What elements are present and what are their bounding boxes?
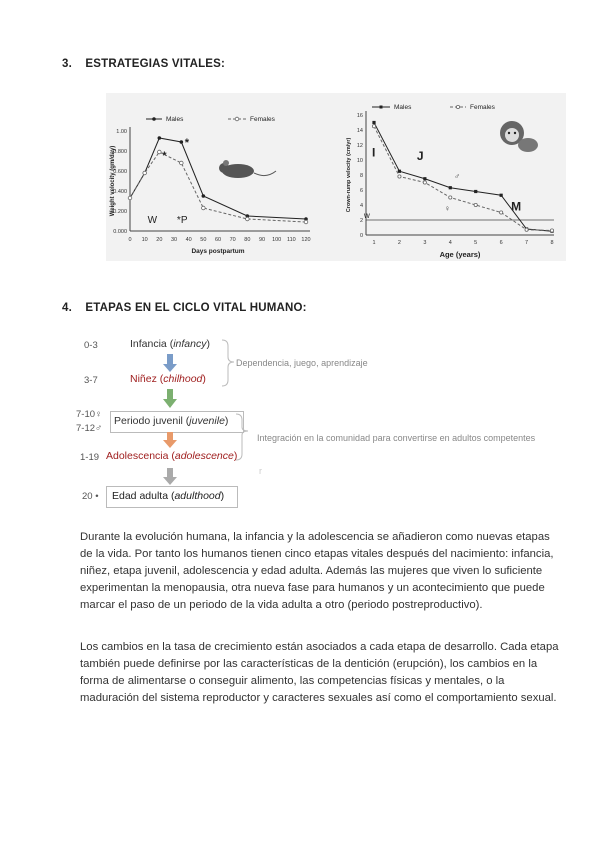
- legend-label: Females: [470, 104, 495, 111]
- annotation-star: *: [184, 137, 190, 149]
- legend-marker: [152, 117, 156, 121]
- y-tick-label: 12: [356, 143, 363, 149]
- section-number: 3.: [62, 58, 72, 70]
- annotation-infancy: I: [372, 145, 376, 160]
- x-tick-label: 2: [397, 240, 401, 246]
- data-point: [474, 203, 477, 206]
- data-point: [525, 228, 528, 231]
- y-tick-label: 8: [359, 173, 363, 179]
- section-number: 4.: [62, 302, 72, 314]
- y-axis-label: Weight velocity (gm/day): [110, 145, 116, 217]
- stage-age: 20 •: [82, 491, 99, 502]
- data-point: [398, 170, 401, 173]
- arrow-down-icon: [163, 354, 177, 372]
- note-early-stages: Dependencia, juego, aprendizaje: [236, 358, 368, 368]
- life-stages-diagram: [76, 332, 566, 512]
- mouse-ear: [223, 160, 229, 166]
- stage-age: 7-10♀: [76, 409, 103, 420]
- annotation-w: w: [364, 211, 370, 220]
- x-tick-label: 0: [128, 237, 132, 243]
- x-tick-label: 100: [272, 237, 282, 243]
- annotation-w: W: [147, 215, 158, 226]
- x-tick-label: 120: [301, 237, 311, 243]
- data-point: [500, 194, 503, 197]
- y-tick-label: 6: [359, 188, 363, 194]
- life-strategies-figure: [106, 93, 566, 261]
- data-point: [449, 186, 452, 189]
- x-axis-label: Days postpartum: [191, 248, 245, 255]
- data-point: [180, 140, 184, 144]
- stage-age: 1-19: [80, 452, 100, 463]
- data-point: [423, 177, 426, 180]
- data-point: [372, 125, 375, 128]
- y-tick-label: 0.200: [113, 209, 127, 215]
- annotation-mature: M: [511, 199, 522, 214]
- x-tick-label: 80: [244, 237, 251, 243]
- x-tick-label: 7: [525, 240, 529, 246]
- crown-rump-velocity-chart: [332, 93, 562, 261]
- y-tick-label: 2: [359, 218, 363, 224]
- data-point: [202, 206, 206, 210]
- data-point: [158, 150, 162, 154]
- stage-adolescence: Adolescencia (adolescence): [106, 450, 238, 462]
- y-axis-label: Crown-rump velocity (cm/yr): [346, 137, 352, 213]
- data-point: [246, 217, 250, 221]
- legend-marker: [456, 105, 459, 108]
- mouse-icon: [219, 160, 276, 178]
- data-point: [500, 211, 503, 214]
- data-point: [143, 171, 147, 175]
- y-tick-label: 10: [356, 158, 363, 164]
- x-tick-label: 50: [200, 237, 207, 243]
- y-tick-label: 14: [356, 128, 363, 134]
- y-tick-label: 1.00: [116, 129, 127, 135]
- section-3-heading: [62, 58, 225, 70]
- stage-age: 3-7: [84, 375, 98, 386]
- data-point: [550, 229, 553, 232]
- x-axis-label: Age (years): [439, 250, 481, 259]
- x-tick-label: 30: [170, 237, 178, 243]
- annotation-male: ♂: [454, 171, 461, 181]
- x-tick-label: 20: [156, 237, 163, 243]
- legend-marker: [380, 106, 383, 109]
- data-point: [474, 190, 477, 193]
- annotation-p: *P: [176, 215, 188, 226]
- x-tick-label: 3: [423, 240, 427, 246]
- data-point: [304, 220, 308, 224]
- weight-velocity-chart: [106, 93, 336, 261]
- svg-text:r: r: [259, 466, 262, 476]
- x-tick-label: 10: [141, 237, 148, 243]
- data-point: [398, 175, 401, 178]
- data-point: [372, 121, 375, 124]
- stage-infancy: Infancia (infancy): [130, 338, 210, 350]
- data-point: [180, 161, 184, 165]
- y-tick-label: 0.400: [113, 189, 127, 195]
- arrow-down-icon: [163, 432, 177, 448]
- stage-childhood: Niñez (chilhood): [130, 373, 206, 385]
- x-tick-label: 70: [229, 237, 236, 243]
- arrow-down-icon: [163, 468, 177, 485]
- x-tick-label: 6: [499, 240, 503, 246]
- arrow-down-icon: [163, 389, 177, 408]
- monkey-eye: [514, 132, 516, 134]
- series-line-females: [130, 152, 306, 222]
- y-tick-label: 0.600: [113, 169, 127, 175]
- x-tick-label: 60: [214, 237, 222, 243]
- series-line-males: [130, 138, 306, 219]
- x-tick-label: 1: [372, 240, 376, 246]
- x-tick-label: 5: [474, 240, 478, 246]
- monkey-icon: [500, 121, 538, 152]
- x-tick-label: 90: [258, 237, 266, 243]
- annotation-juvenile: J: [416, 149, 424, 163]
- paragraph-2: Los cambios en la tasa de crecimiento están asociados a cada etapa de desarrollo. Cada etapa también puede definirse por las características de la dentición (erupción), los cambios en la forma de alimentarse o conseguir alimento, las competencias físicas y mentales, o la maduración del sistema reproductor y caracteres sexuales así como el comportamiento sexual.: [80, 641, 559, 704]
- stage-age: 0-3: [84, 340, 98, 351]
- paragraph-1: Durante la evolución humana, la infancia y la adolescencia se añadieron como nuevas etapas de la vida. Por tanto los humanos tienen cinco etapas vitales después del nacimiento: infancia, niñez, etapa juvenil, adolescencia y edad adulta. Además las mujeres que viven lo suficiente experimentan la menopausia, otra nueva fase para humanos y un acontecimiento que puede marcar el paso de un periodo de la vida adulta a otro (periodo postreproductivo).: [80, 531, 554, 611]
- data-point: [128, 196, 132, 200]
- legend-label: Males: [166, 116, 184, 123]
- monkey-eye: [508, 132, 510, 134]
- monkey-face: [505, 128, 519, 142]
- monkey-body: [518, 138, 538, 152]
- legend-marker: [235, 117, 239, 121]
- y-tick-label: 16: [356, 113, 363, 119]
- annotation-female: ♀: [444, 204, 451, 213]
- legend-label: Males: [394, 104, 412, 111]
- annotation-star: *: [162, 150, 167, 162]
- data-point: [423, 181, 426, 184]
- x-tick-label: 4: [448, 240, 452, 246]
- section-4-heading: [62, 302, 307, 314]
- y-tick-label: 0.000: [113, 229, 127, 235]
- note-late-stages: Integración en la comunidad para convertirse en adultos competentes: [257, 433, 536, 443]
- data-point: [158, 136, 162, 140]
- section-title: ESTRATEGIAS VITALES:: [85, 58, 226, 70]
- stage-juvenile: Periodo juvenil (juvenile): [114, 415, 229, 427]
- data-point: [202, 194, 206, 198]
- y-tick-label: 0: [359, 233, 363, 239]
- stage-age: 7-12♂: [76, 423, 103, 434]
- section-title: ETAPAS EN EL CICLO VITAL HUMANO:: [85, 302, 307, 314]
- data-point: [449, 196, 452, 199]
- x-tick-label: 110: [286, 237, 296, 243]
- y-tick-label: 0.800: [113, 149, 127, 155]
- stage-adulthood: Edad adulta (adulthood): [112, 490, 225, 502]
- x-tick-label: 8: [550, 240, 554, 246]
- x-tick-label: 40: [185, 237, 192, 243]
- mouse-tail: [254, 171, 276, 176]
- y-tick-label: 4: [359, 203, 363, 209]
- legend-label: Females: [250, 116, 275, 123]
